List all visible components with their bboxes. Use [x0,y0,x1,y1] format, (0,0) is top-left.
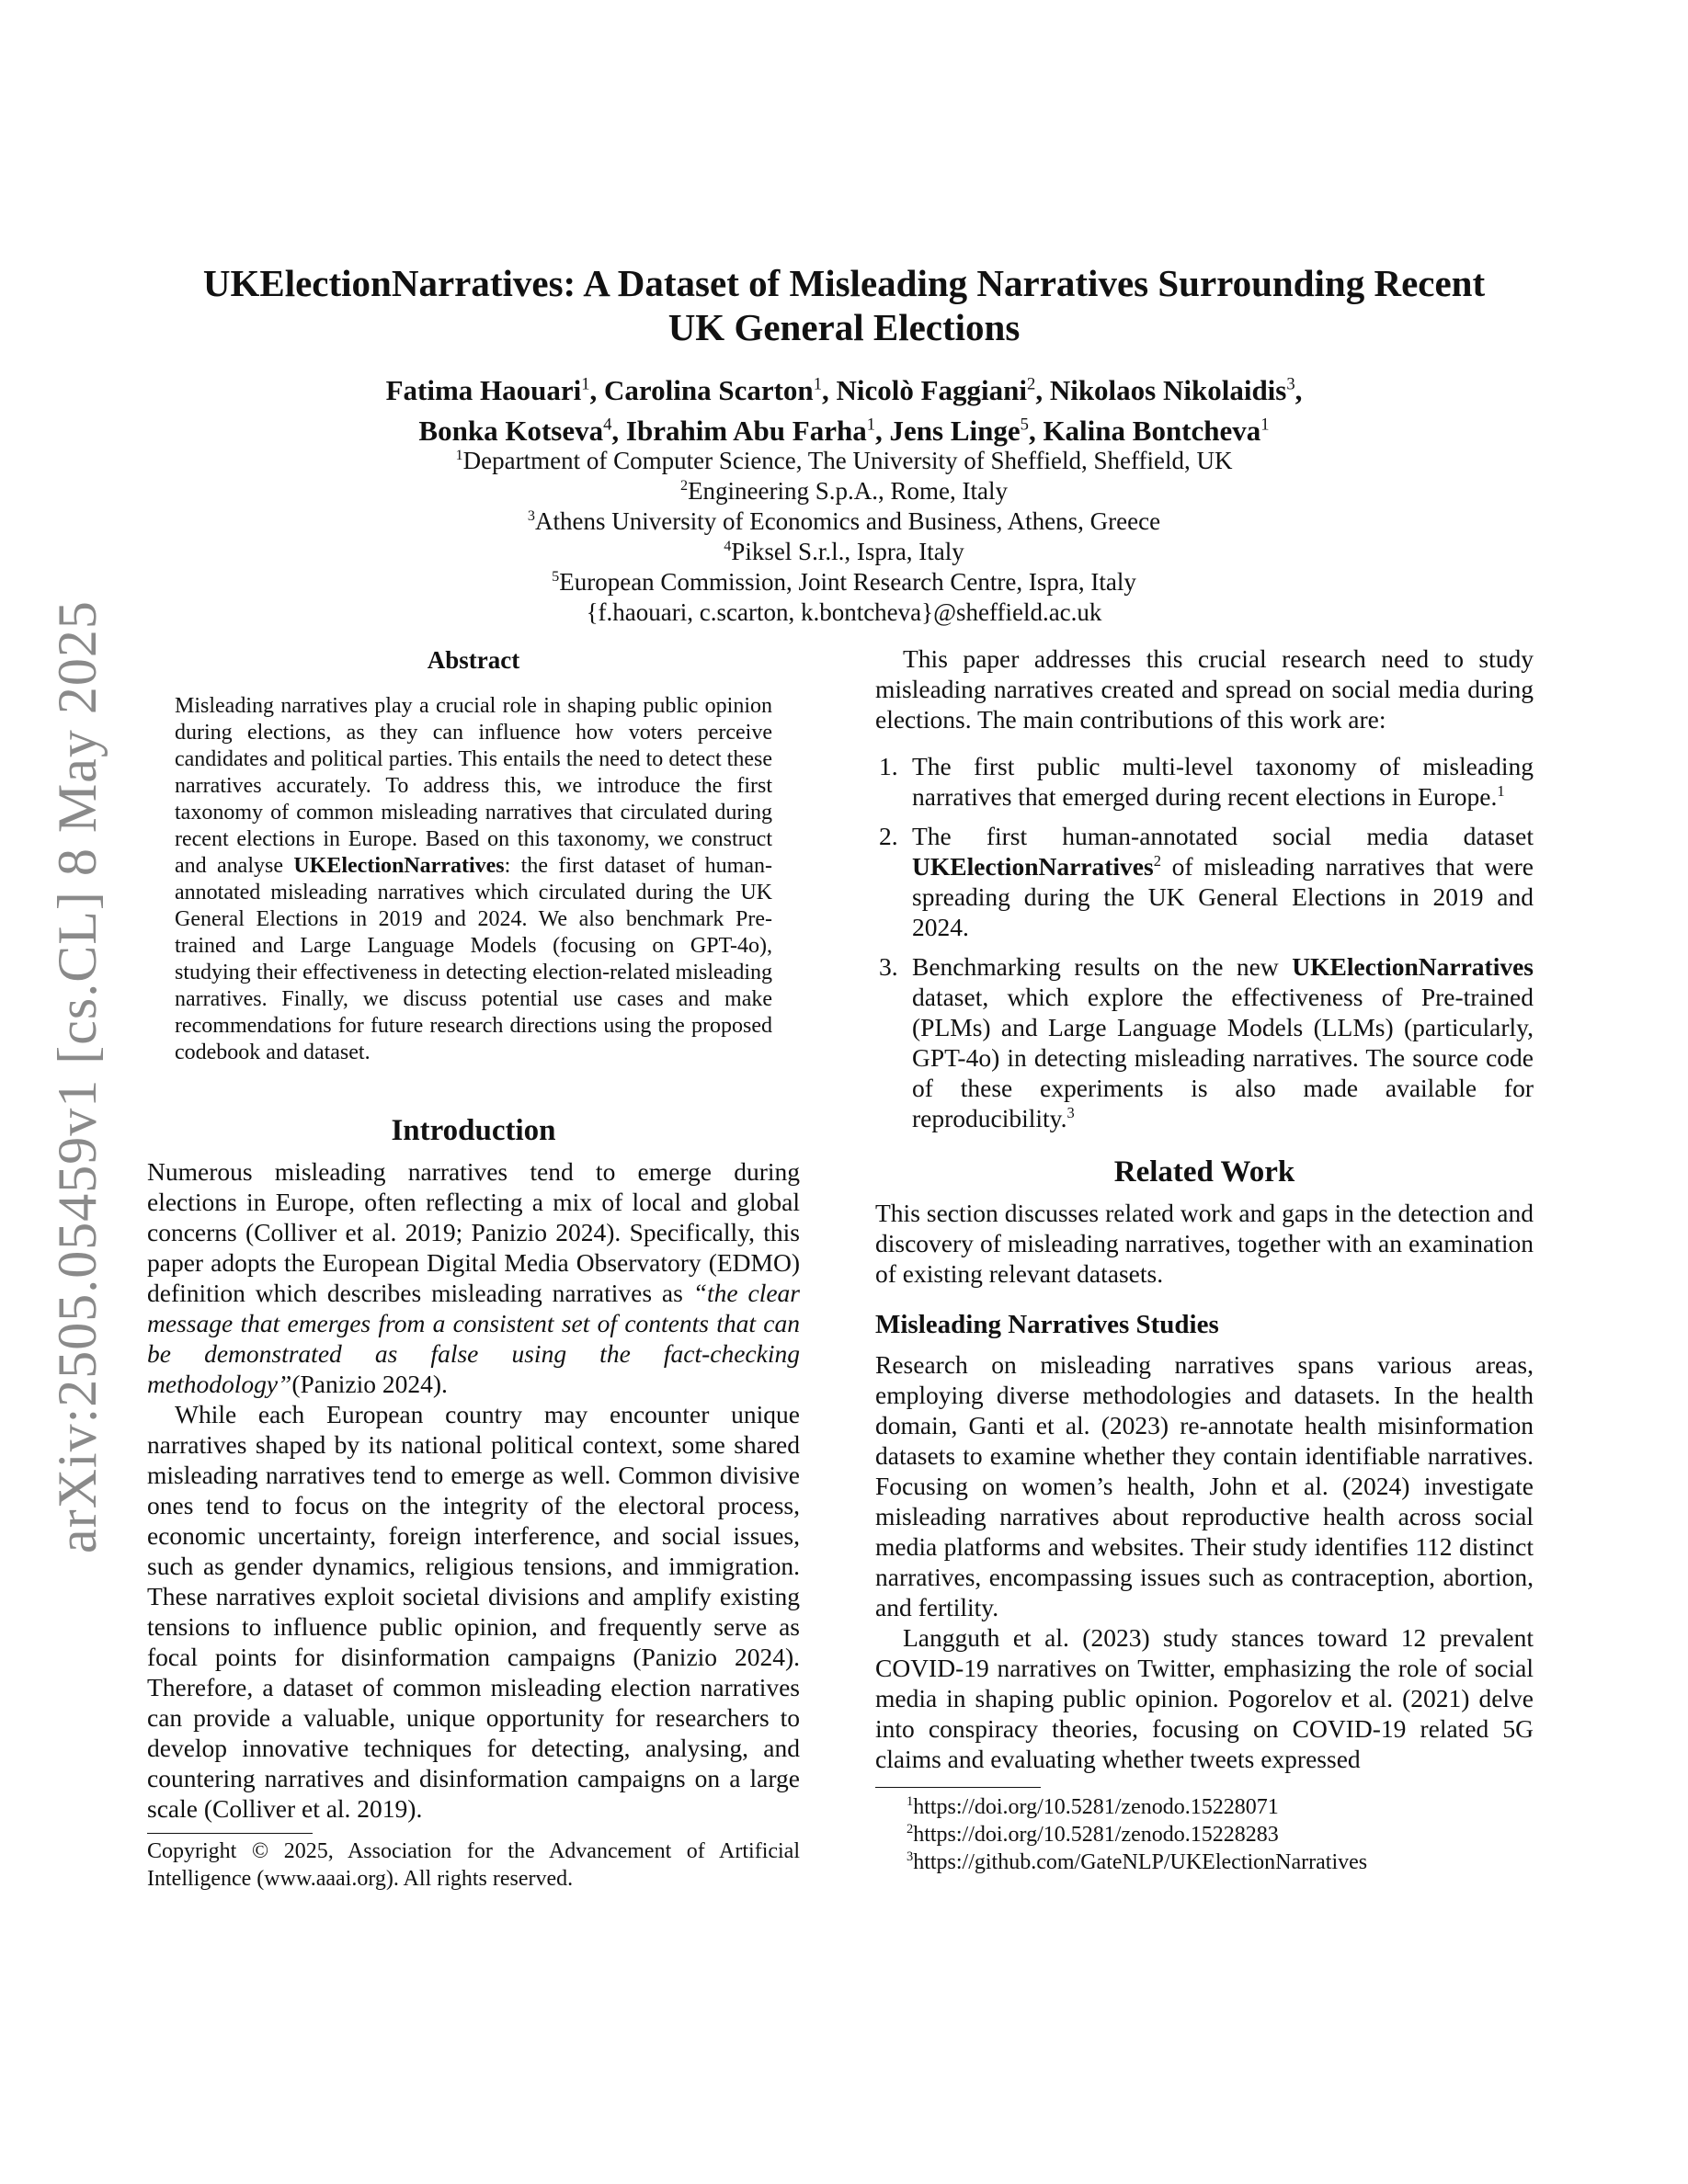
affiliation: $^3$Athens University of Economics and Business, Athens, Greece [527,507,1161,535]
paper-title [138,261,1550,349]
related-work-paragraph-2: Langguth et al. (2023) study stances toward 12 prevalent COVID-19 narratives on Twitter, emphasizing the role of social media in shaping public opinion. Pogorelov et al. (2021) delve into conspiracy theories, focusing on COVID-19 related 5G claims and evaluating whether tweets expressed [875,1623,1534,1773]
list-item: 3. Benchmarking results on the new UKElectionNarratives dataset, which explore the effectiveness of Pre-trained (PLMs) and Large Language Models (LLMs) (particularly, GPT-4o) in detecting misleading narratives. The source code of these experiments is also made available for reproducibility.$^3$ [879,952,1534,1132]
author-emails: {f.haouari, c.scarton, k.bontcheva}@sheffield.ac.uk [586,598,1102,626]
dataset-name: UKElectionNarratives [293,854,505,878]
author: Jens Linge$^5$, [889,415,1044,447]
intro-paragraph-1: Numerous misleading narratives tend to emerge during elections in Europe, often reflecting a mix of local and global concerns (Colliver et al. 2019; Panizio 2024). Specifically, this paper adopts the European Digital Media Observatory (EDMO) definition which describes misleading narratives as “the clear message that emerges from a consistent set of contents that can be demonstrated as false using the fact-checking methodology”(Panizio 2024). [147,1157,800,1398]
author: Carolina Scarton$^1$, [604,374,837,406]
introduction-heading: Introduction [391,1114,556,1147]
right-column [875,643,1534,1876]
misleading-narratives-studies-heading: Misleading Narratives Studies [875,1310,1219,1339]
edmo-definition-quote: “the clear message that emerges from a consistent set of contents that can be demonstrated as false using the fact-checking methodology” [147,1279,800,1398]
related-work-heading: Related Work [1113,1155,1295,1189]
author: Kalina Bontcheva$^1$ [1043,415,1270,447]
copyright-notice: Copyright © 2025, Association for the Advancement of Artificial Intelligence (www.aaai.org). All rights reserved. [147,1839,800,1891]
footnote: $^1$https://doi.org/10.5281/zenodo.15228071 [907,1794,1279,1819]
footnote: $^3$https://github.com/GateNLP/UKElectionNarratives [907,1849,1368,1874]
author: Bonka Kotseva$^4$, [418,415,626,447]
related-work-paragraph-1: Research on misleading narratives spans various areas, employing diverse methodologies and datasets. In the health domain, Ganti et al. (2023) re-annotate health misinformation datasets to examine whether they contain identifiable narratives. Focusing on women’s health, John et al. (2024) investigate misleading narratives about reproductive health across social media platforms and websites. Their study identifies 112 distinct narratives, encompassing issues such as contraception, abortion, and fertility. [875,1350,1534,1621]
title-line-1: UKElectionNarratives: A Dataset of Misleading Narratives Surrounding Recent [202,262,1486,304]
affiliations [138,446,1550,628]
author: Nikolaos Nikolaidis$^3$, [1049,374,1303,406]
intro-paragraph-2: While each European country may encounter unique narratives shaped by its national political context, some shared misleading narratives tend to emerge as well. Common divisive ones tend to focus on the integrity of the electoral process, economic uncertainty, foreign interference, and social issues, such as gender dynamics, religious tensions, and immigration. These narratives exploit societal divisions and amplify existing tensions to influence public opinion, and frequently serve as focal points for disinformation campaigns (Panizio 2024). Therefore, a dataset of common misleading election narratives can provide a valuable, unique opportunity for researchers to develop innovative techniques for detecting, analysing, and countering narratives and disinformation campaigns on a large scale (Colliver et al. 2019). [147,1400,800,1823]
list-item: 2. The first human-annotated social media dataset UKElectionNarratives$^2$ of misleading narratives that were spreading during the UK General Elections in 2019 and 2024. [879,822,1534,941]
related-work-intro: This section discusses related work and gaps in the detection and discovery of misleading narratives, together with an examination of existing relevant datasets. [875,1199,1534,1288]
footnote-rule [147,1833,313,1834]
list-item: 1. The first public multi-level taxonomy of misleading narratives that emerged during recent elections in Europe.$^1$ [879,752,1534,811]
footnote-rule [875,1787,1041,1788]
author-list [138,370,1550,451]
abstract-heading: Abstract [427,646,520,674]
footnote: $^2$https://doi.org/10.5281/zenodo.15228283 [907,1822,1279,1847]
contributions-list [875,751,1534,1133]
affiliation: $^5$European Commission, Joint Research Centre, Ispra, Italy [552,568,1136,596]
author: Fatima Haouari$^1$, [385,374,605,406]
right-intro-paragraph: This paper addresses this crucial research need to study misleading narratives created and spread on social media during elections. The main contributions of this work are: [875,644,1534,734]
author: Ibrahim Abu Farha$^1$, [625,415,890,447]
author: Nicolò Faggiani$^2$, [836,374,1050,406]
affiliation: $^4$Piksel S.r.l., Ispra, Italy [724,538,964,565]
left-column [147,643,800,1893]
affiliation: $^2$Engineering S.p.A., Rome, Italy [679,477,1009,505]
affiliation: $^1$Department of Computer Science, The University of Sheffield, Sheffield, UK [455,447,1233,474]
abstract-text: Misleading narratives play a crucial role in shaping public opinion during elections, as they can influence how voters perceive candidates and political parties. This entails the need to detect these narratives accurately. To address this, we introduce the first taxonomy of common misleading narratives that circulated during recent elections in Europe. Based on this taxonomy, we construct and analyse UKElectionNarratives: the first dataset of human-annotated misleading narratives which circulated during the UK General Elections in 2019 and 2024. We also benchmark Pre-trained and Large Language Models (focusing on GPT-4o), studying their effectiveness in detecting election-related misleading narratives. Finally, we discuss potential use cases and make recommendations for future research directions using the proposed codebook and dataset. [175,694,772,1064]
arxiv-stamp: arXiv:2505.05459v1 [cs.CL] 8 May 2025 [47,600,108,1553]
title-line-2: UK General Elections [667,306,1021,348]
